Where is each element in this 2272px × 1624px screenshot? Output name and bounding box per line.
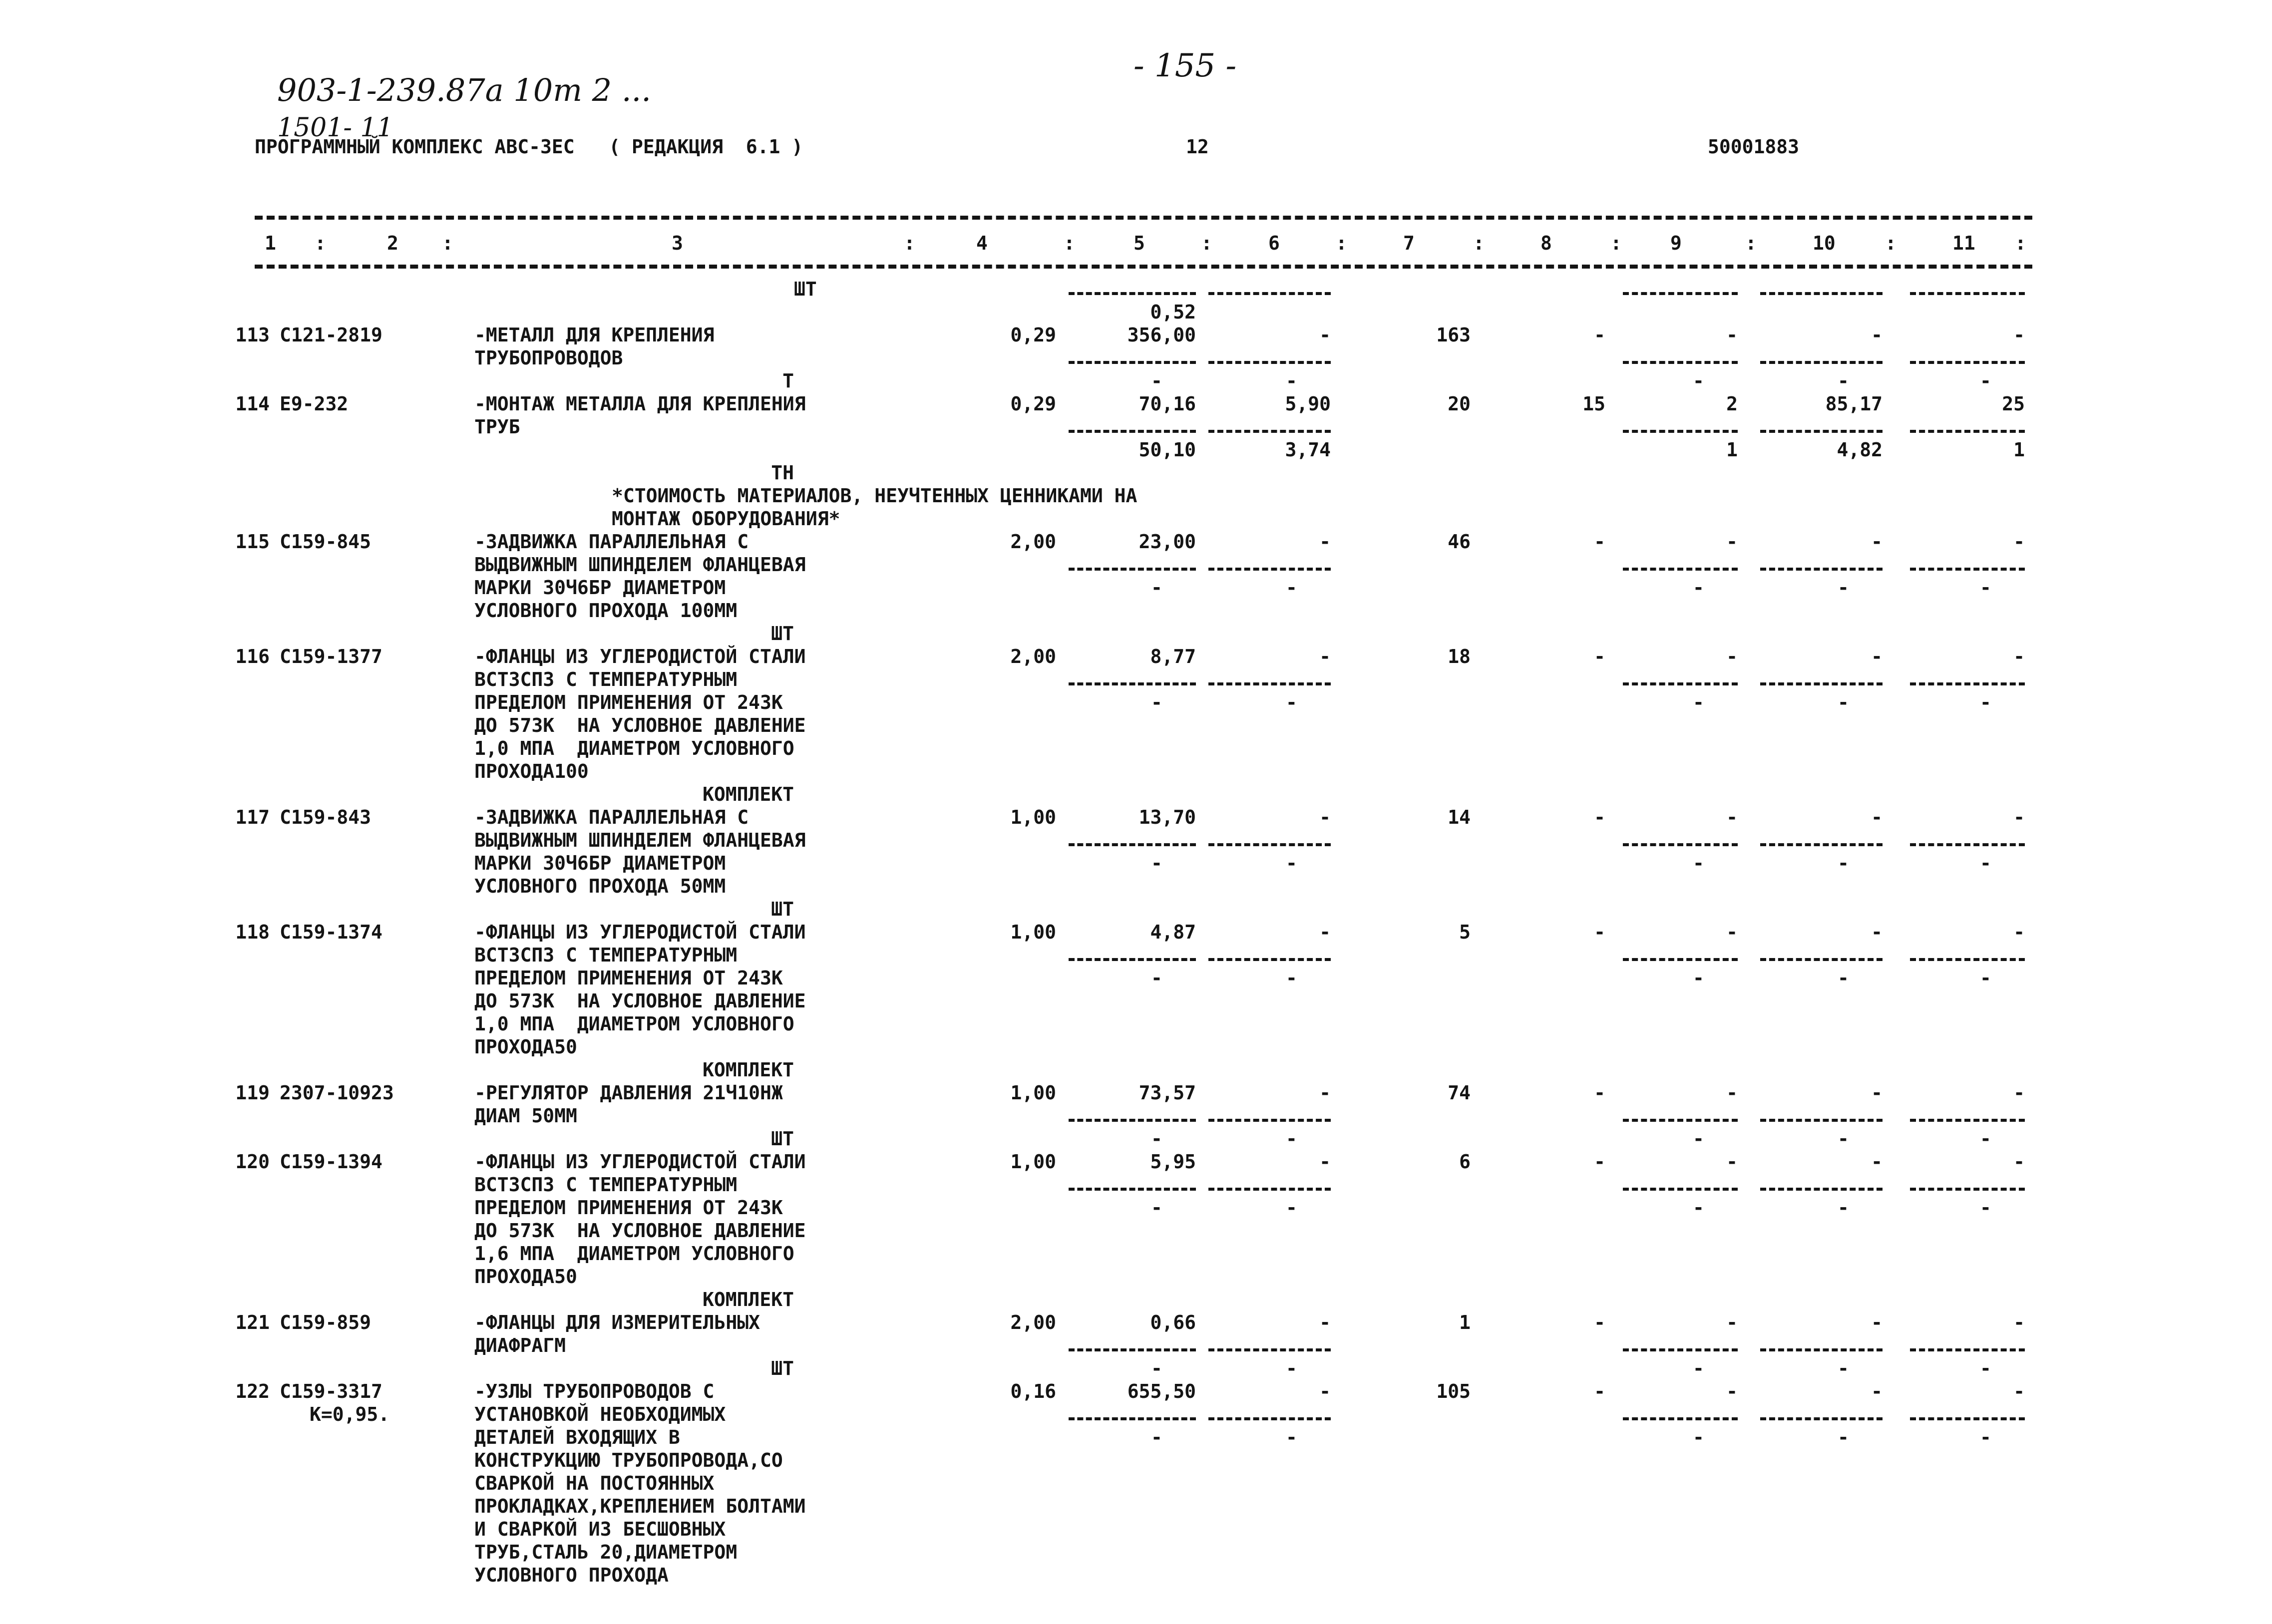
item-description: -ФЛАНЦЫ ДЛЯ ИЗМЕРИТЕЛЬНЫХ xyxy=(474,1311,760,1333)
cell-col8: - xyxy=(1594,1311,1605,1333)
column-separator: : xyxy=(1610,232,1622,254)
cell-col8: 15 xyxy=(1582,393,1605,415)
sub-rule xyxy=(1760,361,1883,364)
cell-col11: - xyxy=(2013,1151,2025,1173)
sub-rule xyxy=(1069,292,1196,295)
item-description: 1,0 МПА ДИАМЕТРОМ УСЛОВНОГО xyxy=(474,1013,794,1035)
price-coefficient: К=0,95. xyxy=(310,1403,390,1425)
empty-dash: - xyxy=(1286,1197,1297,1219)
unit-label: КОМПЛЕКТ xyxy=(702,783,794,805)
cell-col8: - xyxy=(1594,646,1605,667)
price-code: С159-845 xyxy=(280,531,372,553)
column-separator: : xyxy=(1473,232,1485,254)
cell-col6: - xyxy=(1319,806,1331,828)
sub-rule xyxy=(1910,682,2025,685)
cell-col8: - xyxy=(1594,1151,1605,1173)
item-description: -ФЛАНЦЫ ИЗ УГЛЕРОДИСТОЙ СТАЛИ xyxy=(474,1151,806,1173)
item-description: ПРОХОДА100 xyxy=(474,760,589,782)
item-description: КОНСТРУКЦИЮ ТРУБОПРОВОДА,СО xyxy=(474,1449,783,1471)
column-header-3: 3 xyxy=(672,232,683,254)
column-separator: : xyxy=(2015,232,2026,254)
cell-col11: - xyxy=(2013,806,2025,828)
row-number: 115 xyxy=(235,531,270,553)
item-description: УСТАНОВКОЙ НЕОБХОДИМЫХ xyxy=(474,1403,726,1425)
price-code: С159-1377 xyxy=(280,646,382,667)
sub-rule xyxy=(1208,1417,1331,1420)
empty-dash: - xyxy=(1151,577,1162,599)
empty-dash: - xyxy=(1693,1357,1704,1379)
cell-col4: 1,00 xyxy=(1010,1151,1056,1173)
item-description: И СВАРКОЙ ИЗ БЕСШОВНЫХ xyxy=(474,1518,726,1540)
item-description: МАРКИ 30Ч6БР ДИАМЕТРОМ xyxy=(474,852,726,874)
cell-col5: 4,87 xyxy=(1150,921,1196,943)
sub-rule xyxy=(1069,1348,1196,1351)
item-description: ДО 573К НА УСЛОВНОЕ ДАВЛЕНИЕ xyxy=(474,990,806,1012)
item-description: -ЗАДВИЖКА ПАРАЛЛЕЛЬНАЯ С xyxy=(474,806,749,828)
column-header-1: 1 xyxy=(265,232,276,254)
sub-rule xyxy=(1910,958,2025,961)
cell-col11: - xyxy=(2013,921,2025,943)
empty-dash: - xyxy=(1980,577,1991,599)
price-code: 2307-10923 xyxy=(280,1082,394,1104)
empty-dash: - xyxy=(1693,967,1704,989)
item-description: УСЛОВНОГО ПРОХОДА 50ММ xyxy=(474,875,726,897)
cell-col8: - xyxy=(1594,1082,1605,1104)
cell-col6: - xyxy=(1319,1082,1331,1104)
cell-col10: - xyxy=(1871,324,1883,346)
item-description: ТРУБ xyxy=(474,416,520,438)
item-description: ВСТ3СП3 С ТЕМПЕРАТУРНЫМ xyxy=(474,668,738,690)
item-description: ДИАФРАГМ xyxy=(474,1334,566,1356)
cell-col10: - xyxy=(1871,806,1883,828)
sub-rule xyxy=(1623,1188,1738,1191)
cell-col5: 0,52 xyxy=(1150,301,1196,323)
cell-col9: - xyxy=(1726,531,1738,553)
handwritten-doc-code: 903-1-239.87а 10т 2 ... xyxy=(277,72,651,108)
sub-rule xyxy=(1760,292,1883,295)
sub-rule xyxy=(1623,1417,1738,1420)
cell-col9: - xyxy=(1726,1151,1738,1173)
sub-rule xyxy=(1760,1348,1883,1351)
price-code: С159-3317 xyxy=(280,1380,382,1402)
empty-dash: - xyxy=(1151,1197,1162,1219)
unit-label: ШТ xyxy=(771,898,794,920)
sub-rule xyxy=(1760,958,1883,961)
empty-dash: - xyxy=(1980,1128,1991,1150)
sub-rule xyxy=(1760,843,1883,846)
item-description: ПРОКЛАДКАХ,КРЕПЛЕНИЕМ БОЛТАМИ xyxy=(474,1495,806,1517)
item-description: МАРКИ 30Ч6БР ДИАМЕТРОМ xyxy=(474,577,726,599)
row-number: 121 xyxy=(235,1311,270,1333)
column-header-5: 5 xyxy=(1134,232,1145,254)
item-description: -МОНТАЖ МЕТАЛЛА ДЛЯ КРЕПЛЕНИЯ xyxy=(474,393,806,415)
item-description: ДО 573К НА УСЛОВНОЕ ДАВЛЕНИЕ xyxy=(474,714,806,736)
sub-rule xyxy=(1623,1119,1738,1122)
cell-col4: 0,29 xyxy=(1010,324,1056,346)
item-description: ВЫДВИЖНЫМ ШПИНДЕЛЕМ ФЛАНЦЕВАЯ xyxy=(474,829,806,851)
item-description: ВСТ3СП3 С ТЕМПЕРАТУРНЫМ xyxy=(474,944,738,966)
cell-col10: - xyxy=(1871,1082,1883,1104)
cell-col5: 8,77 xyxy=(1150,646,1196,667)
column-separator: : xyxy=(1885,232,1896,254)
price-code: С159-843 xyxy=(280,806,372,828)
sub-rule xyxy=(1069,682,1196,685)
item-description: 1,0 МПА ДИАМЕТРОМ УСЛОВНОГО xyxy=(474,737,794,759)
empty-dash: - xyxy=(1286,1357,1297,1379)
sub-rule xyxy=(1760,1119,1883,1122)
sub-rule xyxy=(1069,430,1196,433)
item-description: ПРЕДЕЛОМ ПРИМЕНЕНИЯ ОТ 243К xyxy=(474,1197,783,1219)
cell-col11: - xyxy=(2013,1311,2025,1333)
printout-page: 12 xyxy=(1186,136,1209,158)
sub-rule xyxy=(1069,1417,1196,1420)
cell-col4: 2,00 xyxy=(1010,531,1056,553)
cell-col8: - xyxy=(1594,806,1605,828)
cell-col7: 163 xyxy=(1436,324,1471,346)
sub-rule xyxy=(1760,430,1883,433)
unit-label: ШТ xyxy=(771,1128,794,1150)
cell-col7: 20 xyxy=(1448,393,1471,415)
unit-label: ТН xyxy=(771,462,794,484)
cell-col7: 74 xyxy=(1448,1082,1471,1104)
cell-col6: - xyxy=(1319,1311,1331,1333)
empty-dash: - xyxy=(1980,1197,1991,1219)
sub-rule xyxy=(1208,958,1331,961)
cell-col8: - xyxy=(1594,921,1605,943)
item-description: ВСТ3СП3 С ТЕМПЕРАТУРНЫМ xyxy=(474,1174,738,1196)
cell-col4: 2,00 xyxy=(1010,646,1056,667)
cell-col5: 356,00 xyxy=(1127,324,1196,346)
unit-label: ШТ xyxy=(771,1357,794,1379)
column-header-9: 9 xyxy=(1670,232,1682,254)
cell-col5: 5,95 xyxy=(1150,1151,1196,1173)
cell-col5: 23,00 xyxy=(1138,531,1196,553)
sub-rule xyxy=(1623,843,1738,846)
row-number: 118 xyxy=(235,921,270,943)
cell-col9: - xyxy=(1726,1082,1738,1104)
empty-dash: - xyxy=(1151,852,1162,874)
column-header-4: 4 xyxy=(976,232,988,254)
item-description: -РЕГУЛЯТОР ДАВЛЕНИЯ 21Ч10НЖ xyxy=(474,1082,783,1104)
empty-dash: - xyxy=(1693,852,1704,874)
page-number: - 155 - xyxy=(1134,47,1237,84)
column-header-2: 2 xyxy=(387,232,398,254)
column-separator: : xyxy=(442,232,453,254)
empty-dash: - xyxy=(1286,577,1297,599)
sub-rule xyxy=(1208,1348,1331,1351)
handwritten-sheet: 1501- 11 xyxy=(277,113,393,143)
sub-rule xyxy=(1910,292,2025,295)
cell-col6: 5,90 xyxy=(1285,393,1331,415)
column-separator: : xyxy=(1336,232,1347,254)
sub-cell-col5: 50,10 xyxy=(1138,439,1196,461)
program-header: ПРОГРАММНЫЙ КОМПЛЕКС АВС-3ЕС ( РЕДАКЦИЯ 6.1 ) xyxy=(255,136,803,158)
cell-col7: 18 xyxy=(1448,646,1471,667)
item-description: ДО 573К НА УСЛОВНОЕ ДАВЛЕНИЕ xyxy=(474,1220,806,1242)
empty-dash: - xyxy=(1286,691,1297,713)
column-separator: : xyxy=(1201,232,1212,254)
column-header-6: 6 xyxy=(1268,232,1280,254)
empty-dash: - xyxy=(1838,1197,1849,1219)
cell-col9: - xyxy=(1726,806,1738,828)
cell-col4: 1,00 xyxy=(1010,921,1056,943)
cell-col11: - xyxy=(2013,531,2025,553)
cell-col11: - xyxy=(2013,1380,2025,1402)
sub-rule xyxy=(1910,1348,2025,1351)
item-description: УСЛОВНОГО ПРОХОДА 100ММ xyxy=(474,600,738,622)
sub-cell-col11: 1 xyxy=(2013,439,2025,461)
item-description: -ФЛАНЦЫ ИЗ УГЛЕРОДИСТОЙ СТАЛИ xyxy=(474,646,806,667)
empty-dash: - xyxy=(1980,370,1991,392)
empty-dash: - xyxy=(1838,852,1849,874)
row-number: 114 xyxy=(235,393,270,415)
empty-dash: - xyxy=(1151,1357,1162,1379)
item-description: ДЕТАЛЕЙ ВХОДЯЩИХ В xyxy=(474,1426,680,1448)
empty-dash: - xyxy=(1286,967,1297,989)
empty-dash: - xyxy=(1838,1128,1849,1150)
unit-label: КОМПЛЕКТ xyxy=(702,1289,794,1310)
cell-col4: 2,00 xyxy=(1010,1311,1056,1333)
empty-dash: - xyxy=(1286,1426,1297,1448)
sub-rule xyxy=(1208,682,1331,685)
sub-rule xyxy=(1069,361,1196,364)
item-description: ПРЕДЕЛОМ ПРИМЕНЕНИЯ ОТ 243К xyxy=(474,967,783,989)
empty-dash: - xyxy=(1838,1357,1849,1379)
sub-rule xyxy=(1910,430,2025,433)
empty-dash: - xyxy=(1980,852,1991,874)
empty-dash: - xyxy=(1151,967,1162,989)
column-header-8: 8 xyxy=(1540,232,1552,254)
sub-rule xyxy=(1623,292,1738,295)
price-code: Е9-232 xyxy=(280,393,349,415)
row-number: 117 xyxy=(235,806,270,828)
cell-col7: 46 xyxy=(1448,531,1471,553)
sub-rule xyxy=(1623,361,1738,364)
cell-col6: - xyxy=(1319,646,1331,667)
item-description: ПРОХОДА50 xyxy=(474,1266,577,1288)
item-description: СВАРКОЙ НА ПОСТОЯННЫХ xyxy=(474,1472,715,1494)
cell-col5: 655,50 xyxy=(1127,1380,1196,1402)
sub-rule xyxy=(1910,361,2025,364)
cell-col9: - xyxy=(1726,921,1738,943)
column-header-10: 10 xyxy=(1813,232,1836,254)
unit-label: ШТ xyxy=(771,623,794,645)
sub-rule xyxy=(1760,568,1883,571)
item-description: ТРУБОПРОВОДОВ xyxy=(474,347,623,369)
sub-rule xyxy=(1069,1188,1196,1191)
cell-col10: - xyxy=(1871,646,1883,667)
cell-col5: 0,66 xyxy=(1150,1311,1196,1333)
cell-col5: 73,57 xyxy=(1138,1082,1196,1104)
price-code: С159-859 xyxy=(280,1311,372,1333)
empty-dash: - xyxy=(1151,370,1162,392)
sub-rule xyxy=(1208,361,1331,364)
empty-dash: - xyxy=(1693,1128,1704,1150)
cell-col5: 13,70 xyxy=(1138,806,1196,828)
sub-rule xyxy=(1208,292,1331,295)
empty-dash: - xyxy=(1151,1128,1162,1150)
sub-rule xyxy=(1623,568,1738,571)
empty-dash: - xyxy=(1693,1197,1704,1219)
cell-col7: 14 xyxy=(1448,806,1471,828)
document-id: 50001883 xyxy=(1708,136,1800,158)
sub-cell-col10: 4,82 xyxy=(1837,439,1883,461)
item-description: ПРЕДЕЛОМ ПРИМЕНЕНИЯ ОТ 243К xyxy=(474,691,783,713)
cell-col6: - xyxy=(1319,531,1331,553)
section-title: МОНТАЖ ОБОРУДОВАНИЯ* xyxy=(612,508,840,530)
sub-rule xyxy=(1910,843,2025,846)
empty-dash: - xyxy=(1838,577,1849,599)
column-separator: : xyxy=(1745,232,1757,254)
item-description: -ФЛАНЦЫ ИЗ УГЛЕРОДИСТОЙ СТАЛИ xyxy=(474,921,806,943)
unit-label: КОМПЛЕКТ xyxy=(702,1059,794,1081)
cell-col4: 1,00 xyxy=(1010,806,1056,828)
item-description: УСЛОВНОГО ПРОХОДА xyxy=(474,1564,669,1586)
row-number: 113 xyxy=(235,324,270,346)
item-description: -ЗАДВИЖКА ПАРАЛЛЕЛЬНАЯ С xyxy=(474,531,749,553)
cell-col10: - xyxy=(1871,1311,1883,1333)
price-code: С159-1394 xyxy=(280,1151,382,1173)
item-description: ТРУБ,СТАЛЬ 20,ДИАМЕТРОМ xyxy=(474,1541,738,1563)
empty-dash: - xyxy=(1693,1426,1704,1448)
unit-label: Т xyxy=(782,370,794,392)
empty-dash: - xyxy=(1286,1128,1297,1150)
sub-rule xyxy=(1623,430,1738,433)
sub-rule xyxy=(1208,1188,1331,1191)
cell-col4: 0,16 xyxy=(1010,1380,1056,1402)
column-separator: : xyxy=(1064,232,1075,254)
item-description: -МЕТАЛЛ ДЛЯ КРЕПЛЕНИЯ xyxy=(474,324,715,346)
cell-col8: - xyxy=(1594,531,1605,553)
sub-rule xyxy=(1760,682,1883,685)
cell-col7: 6 xyxy=(1459,1151,1471,1173)
sub-cell-col9: 1 xyxy=(1726,439,1738,461)
cell-col7: 5 xyxy=(1459,921,1471,943)
sub-rule xyxy=(1623,958,1738,961)
sub-rule xyxy=(1208,568,1331,571)
price-code: С121-2819 xyxy=(280,324,382,346)
sub-rule xyxy=(1208,1119,1331,1122)
sub-rule xyxy=(1910,1417,2025,1420)
cell-col9: - xyxy=(1726,646,1738,667)
item-description: ДИАМ 50ММ xyxy=(474,1105,577,1127)
row-number: 122 xyxy=(235,1380,270,1402)
sub-rule xyxy=(1069,958,1196,961)
unit-label: ШТ xyxy=(794,278,817,300)
cell-col7: 105 xyxy=(1436,1380,1471,1402)
item-description: ВЫДВИЖНЫМ ШПИНДЕЛЕМ ФЛАНЦЕВАЯ xyxy=(474,554,806,576)
empty-dash: - xyxy=(1838,370,1849,392)
cell-col8: - xyxy=(1594,1380,1605,1402)
price-code: С159-1374 xyxy=(280,921,382,943)
cell-col10: - xyxy=(1871,921,1883,943)
sub-cell-col6: 3,74 xyxy=(1285,439,1331,461)
column-header-11: 11 xyxy=(1952,232,1975,254)
sub-rule xyxy=(1910,1188,2025,1191)
cell-col8: - xyxy=(1594,324,1605,346)
item-description: ПРОХОДА50 xyxy=(474,1036,577,1058)
empty-dash: - xyxy=(1151,691,1162,713)
sub-rule xyxy=(1760,1417,1883,1420)
cell-col10: - xyxy=(1871,531,1883,553)
empty-dash: - xyxy=(1980,967,1991,989)
empty-dash: - xyxy=(1980,1426,1991,1448)
cell-col11: 25 xyxy=(2002,393,2025,415)
empty-dash: - xyxy=(1693,691,1704,713)
cell-col9: - xyxy=(1726,1311,1738,1333)
sub-rule xyxy=(1760,1188,1883,1191)
empty-dash: - xyxy=(1838,967,1849,989)
cell-col6: - xyxy=(1319,324,1331,346)
empty-dash: - xyxy=(1980,691,1991,713)
cell-col5: 70,16 xyxy=(1138,393,1196,415)
empty-dash: - xyxy=(1838,1426,1849,1448)
sub-rule xyxy=(1069,843,1196,846)
empty-dash: - xyxy=(1151,1426,1162,1448)
column-separator: : xyxy=(904,232,915,254)
item-description: -УЗЛЫ ТРУБОПРОВОДОВ С xyxy=(474,1380,715,1402)
sub-rule xyxy=(1069,568,1196,571)
cell-col9: 2 xyxy=(1726,393,1738,415)
cell-col4: 1,00 xyxy=(1010,1082,1056,1104)
cell-col10: 85,17 xyxy=(1825,393,1883,415)
cell-col6: - xyxy=(1319,1151,1331,1173)
sub-rule xyxy=(1910,568,2025,571)
cell-col6: - xyxy=(1319,1380,1331,1402)
row-number: 120 xyxy=(235,1151,270,1173)
cell-col6: - xyxy=(1319,921,1331,943)
cell-col10: - xyxy=(1871,1380,1883,1402)
column-separator: : xyxy=(315,232,326,254)
row-number: 119 xyxy=(235,1082,270,1104)
sub-rule xyxy=(1208,843,1331,846)
cell-col11: - xyxy=(2013,646,2025,667)
sub-rule xyxy=(1069,1119,1196,1122)
empty-dash: - xyxy=(1693,577,1704,599)
cell-col10: - xyxy=(1871,1151,1883,1173)
sub-rule xyxy=(1623,682,1738,685)
empty-dash: - xyxy=(1286,852,1297,874)
column-header-7: 7 xyxy=(1403,232,1415,254)
sub-rule xyxy=(1910,1119,2025,1122)
sub-rule xyxy=(1208,430,1331,433)
cell-col11: - xyxy=(2013,1082,2025,1104)
cell-col4: 0,29 xyxy=(1010,393,1056,415)
cell-col9: - xyxy=(1726,1380,1738,1402)
cell-col9: - xyxy=(1726,324,1738,346)
sub-rule xyxy=(1623,1348,1738,1351)
empty-dash: - xyxy=(1838,691,1849,713)
item-description: 1,6 МПА ДИАМЕТРОМ УСЛОВНОГО xyxy=(474,1243,794,1265)
empty-dash: - xyxy=(1980,1357,1991,1379)
section-title: *СТОИМОСТЬ МАТЕРИАЛОВ, НЕУЧТЕННЫХ ЦЕННИКАМИ НА xyxy=(612,485,1137,507)
row-number: 116 xyxy=(235,646,270,667)
empty-dash: - xyxy=(1286,370,1297,392)
empty-dash: - xyxy=(1693,370,1704,392)
cell-col11: - xyxy=(2013,324,2025,346)
cell-col7: 1 xyxy=(1459,1311,1471,1333)
